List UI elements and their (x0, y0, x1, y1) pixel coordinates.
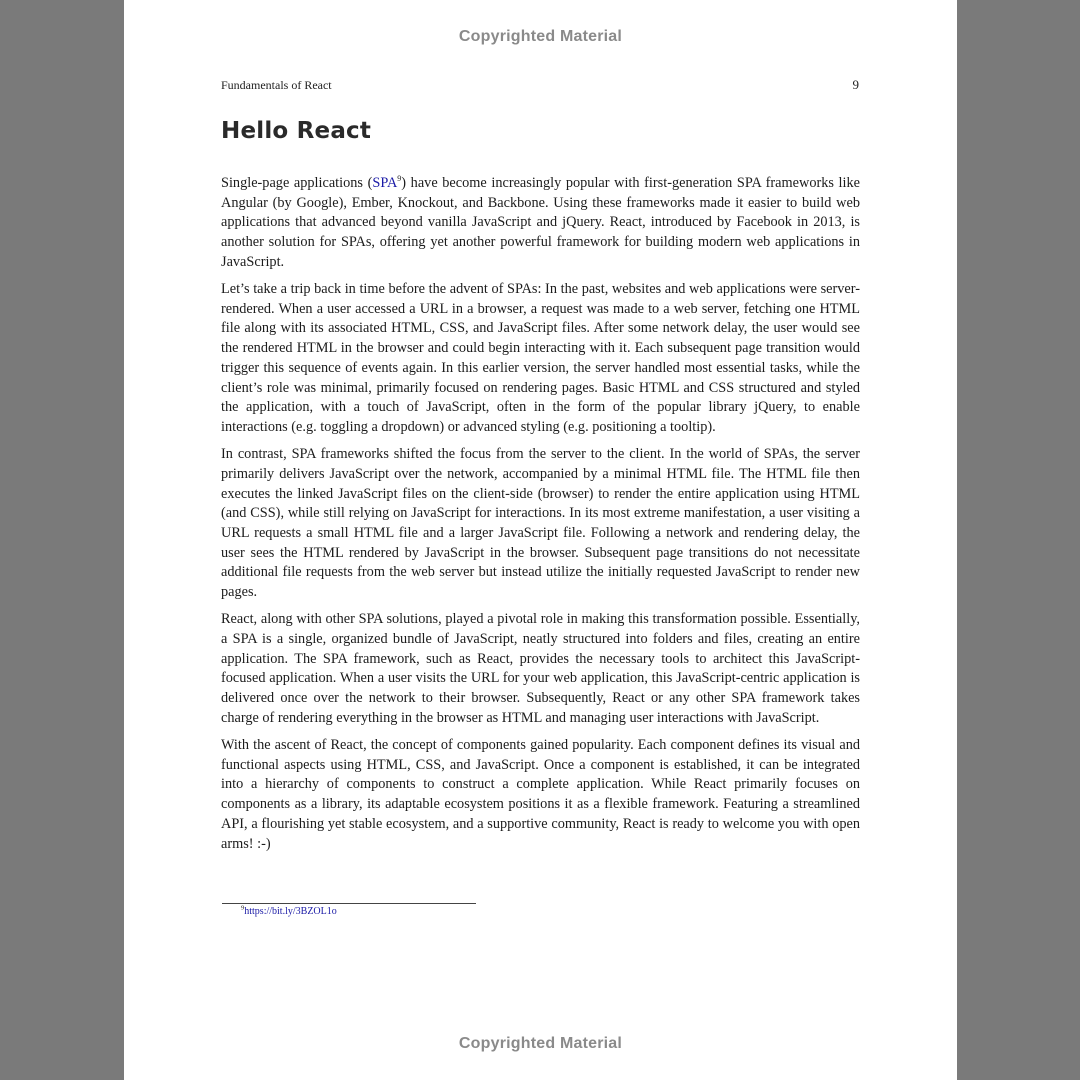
paragraph-4: React, along with other SPA solutions, played a pivotal role in making this transformation possible. Essentially, a SPA is a single, organized bundle of JavaScript, neatly structured into folders and files, creating an entire application. The SPA framework, such as React, provides the necessary tools to architect this JavaScript-focused application. When a user visits the URL for your web application, this JavaScript-centric application is delivered once over the network to their browser. Subsequently, React or any other SPA framework takes charge of rendering everything in the browser as HTML and managing user interactions with JavaScript. (221, 611, 860, 726)
paragraph-1 (221, 174, 860, 273)
paragraph-3: In contrast, SPA frameworks shifted the focus from the server to the client. In the world of SPAs, the server primarily delivers JavaScript over the network, accompanied by a minimal HTML file. The HTML file then executes the linked JavaScript files on the client-side (browser) to render the entire application using HTML (and CSS), while still relying on JavaScript for interactions. In its most extreme manifestation, a user visiting a URL requests a small HTML file and a larger JavaScript file. Following a network and rendering delay, the user sees the HTML rendered by JavaScript in the browser. Subsequent page transitions do not necessitate additional file requests from the web server but instead utilize the initially requested JavaScript to render new pages. (221, 446, 860, 601)
footnote-link[interactable]: https://bit.ly/3BZOL1o (244, 906, 337, 917)
footnote-ref[interactable]: 9 (397, 174, 402, 184)
running-head: Fundamentals of React (221, 78, 332, 92)
footnote (241, 906, 337, 917)
footnote-divider (222, 903, 476, 904)
footnote-number: 9 (241, 904, 245, 912)
body-text (221, 174, 860, 862)
paragraph-1-lead: Single-page applications ( (221, 175, 373, 191)
watermark-top: Copyrighted Material (458, 28, 623, 45)
spa-link[interactable]: SPA (372, 175, 398, 191)
watermark-bottom: Copyrighted Material (458, 1035, 623, 1052)
paragraph-1-rest: ) have become increasingly popular with first-generation SPA frameworks like Angular (by Google), Ember, Knockout, and Backbone. Using these frameworks made it easier to build web applications that advanced beyond vanilla JavaScript and jQuery. React, introduced by Facebook in 2013, is another solution for SPAs, offering yet another powerful framework for building modern web applications in JavaScript. (221, 175, 860, 270)
paragraph-5: With the ascent of React, the concept of components gained popularity. Each component defines its visual and functional aspects using HTML, CSS, and JavaScript. Once a component is established, it can be integrated into a hierarchy of components to construct a complete application. While React primarily focuses on components as a library, its adaptable ecosystem positions it as a flexible framework. Featuring a streamlined API, a flourishing yet stable ecosystem, and a supportive community, React is ready to welcome you with open arms! :-) (221, 736, 860, 852)
section-title: Hello React (221, 118, 372, 144)
page-number: 9 (852, 77, 859, 92)
book-page (124, 0, 957, 1080)
paragraph-2: Let’s take a trip back in time before the advent of SPAs: In the past, websites and web applications were server-rendered. When a user accessed a URL in a browser, a request was made to a web server, fetching one HTML file along with its associated HTML, CSS, and JavaScript files. After some network delay, the user would see the rendered HTML in the browser and could begin interacting with it. Each subsequent page transition would trigger this sequence of events again. In this earlier version, the server handled most essential tasks, while the client’s role was minimal, primarily focused on rendering pages. Basic HTML and CSS structured and styled the application, with a touch of JavaScript, often in the form of the popular library jQuery, to enable interactions (e.g. toggling a dropdown) or advanced styling (e.g. positioning a tooltip). (221, 281, 860, 435)
